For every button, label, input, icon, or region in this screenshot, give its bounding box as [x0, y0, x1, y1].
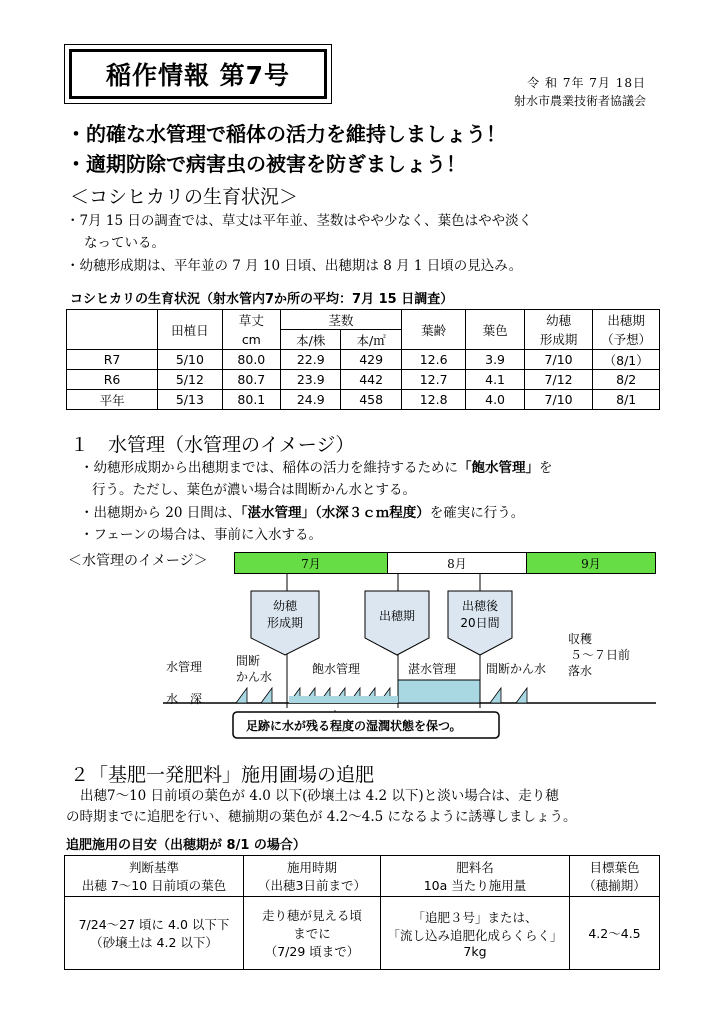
header-leaf-age: 葉齢: [401, 310, 466, 350]
harvest-days: ５～７日前: [570, 648, 631, 662]
fert-para-2: の時期までに追肥を行い、穂揃期の葉色が 4.2～4.5 になるように誘導しましょう。: [66, 809, 577, 825]
growth-heading: ＜コシヒカリの生育状況＞: [70, 186, 299, 208]
growth-bullet-1a: ・7月 15 日の調査では、草丈は平年並、茎数はやや少なく、葉色はやや淡く: [66, 213, 533, 229]
month-july: 7月: [234, 552, 388, 574]
table-row: R7 5/10 80.0 22.9 429 12.6 3.9 7/10 （8/1）: [67, 350, 660, 370]
slogan-1: ・的確な水管理で稲体の活力を維持しましょう！: [66, 122, 506, 146]
header-heading-b: （予想）: [593, 330, 660, 350]
growth-table-caption: コシヒカリの生育状況（射水管内7か所の平均：7月 15 日調査）: [70, 292, 454, 307]
header-planting: 田植日: [158, 310, 223, 350]
header-per-m2: 本/㎡: [341, 330, 401, 350]
stage-heading-shield: 出穂期: [364, 590, 430, 656]
header-panicle-a: 幼穂: [524, 310, 593, 330]
phase-flooded: 湛水管理: [408, 662, 457, 676]
growth-bullet-2: ・幼穂形成期は、平年並の 7 月 10 日頃、出穂期は 8 月 1 日頃の見込み。: [66, 258, 523, 274]
issue-date: 令 和 7年 7月 18日: [527, 76, 646, 90]
table-row: R6 5/12 80.7 23.9 442 12.7 4.1 7/12 8/2: [67, 370, 660, 390]
phase-intermittent-b: かん水: [236, 670, 273, 684]
table-row: 平年 5/13 80.1 24.9 458 12.8 4.0 7/10 8/1: [67, 390, 660, 410]
header-per-plant: 本/株: [281, 330, 341, 350]
stage-panicle-shield: 幼穂 形成期: [250, 590, 320, 656]
header-height-unit: cm: [222, 330, 280, 350]
diagram-note: 足跡に水が残る程度の湿潤状態を保つ。: [246, 719, 462, 733]
phase-intermittent-a: 間断: [236, 654, 261, 668]
month-september: 9月: [526, 552, 656, 574]
phase-saturated: 飽水管理: [312, 662, 361, 676]
water-mgmt-label: 水管理: [166, 660, 203, 674]
phase-intermittent-2: 間断かん水: [486, 662, 547, 676]
growth-bullet-1b: なっている。: [84, 235, 165, 251]
diagram-title: ＜水管理のイメージ＞: [68, 553, 208, 569]
harvest-label: 収穫: [568, 632, 593, 646]
fert-para-1: 出穂7～10 日前頃の葉色が 4.0 以下(砂壌土は 4.2 以下)と淡い場合は、走り穂: [80, 788, 559, 804]
month-august: 8月: [387, 552, 527, 574]
stage-after-heading-shield: 出穂後 20日間: [447, 590, 513, 656]
slogan-2: ・適期防除で病害虫の被害を防ぎましょう！: [66, 152, 466, 176]
fert-heading: ２「基肥一発肥料」施用圃場の追肥: [70, 764, 375, 786]
water-depth-label: 水 深: [166, 692, 203, 706]
header-height: 草丈: [222, 310, 280, 330]
organization: 射水市農業技術者協議会: [513, 94, 646, 108]
header-heading-a: 出穂期: [593, 310, 660, 330]
water-bullet-1: ・幼穂形成期から出穂期までは、稲体の活力を維持するために「飽水管理」を: [80, 460, 553, 476]
water-heading: １ 水管理（水管理のイメージ）: [70, 434, 355, 456]
table-row: 7/24～27 頃に 4.0 以下下 （砂壌土は 4.2 以下） 走り穂が見える頃 までに （7/29 頃まで） 「追肥３号」または、 「流し込み追肥化成らくらく」 7kg 4.2～4.5: [65, 897, 660, 970]
fert-table-caption: 追肥施用の目安（出穂期が 8/1 の場合）: [66, 838, 306, 853]
page-title: 稲作情報 第7号: [69, 49, 327, 99]
water-bullet-1-cont: 行う。ただし、葉色が濃い場合は間断かん水とする。: [92, 482, 416, 498]
header-panicle-b: 形成期: [524, 330, 593, 350]
harvest-drain: 落水: [568, 664, 593, 678]
header-stems: 茎数: [281, 310, 402, 330]
water-bullet-2: ・出穂期から 20 日間は、「湛水管理」（水深３ｃｍ程度）を確実に行う。: [80, 505, 525, 521]
water-bullet-3: ・フェーンの場合は、事前に入水する。: [80, 527, 323, 543]
fert-table: 判断基準 出穂 7～10 日前頃の葉色 施用時期 （出穂3日前まで） 肥料名 10a 当たり施用量 目標葉色 （穂揃期） 7/24～27 頃に 4.0 以下下 （砂壌土は 4.2 以下） 走り穂が見える頃 までに （7/29 頃まで） 「追肥３号」または、 「流し込み追肥化成らくらく」 7kg 4.2～4.5: [64, 855, 660, 970]
header-leaf-color: 葉色: [466, 310, 524, 350]
